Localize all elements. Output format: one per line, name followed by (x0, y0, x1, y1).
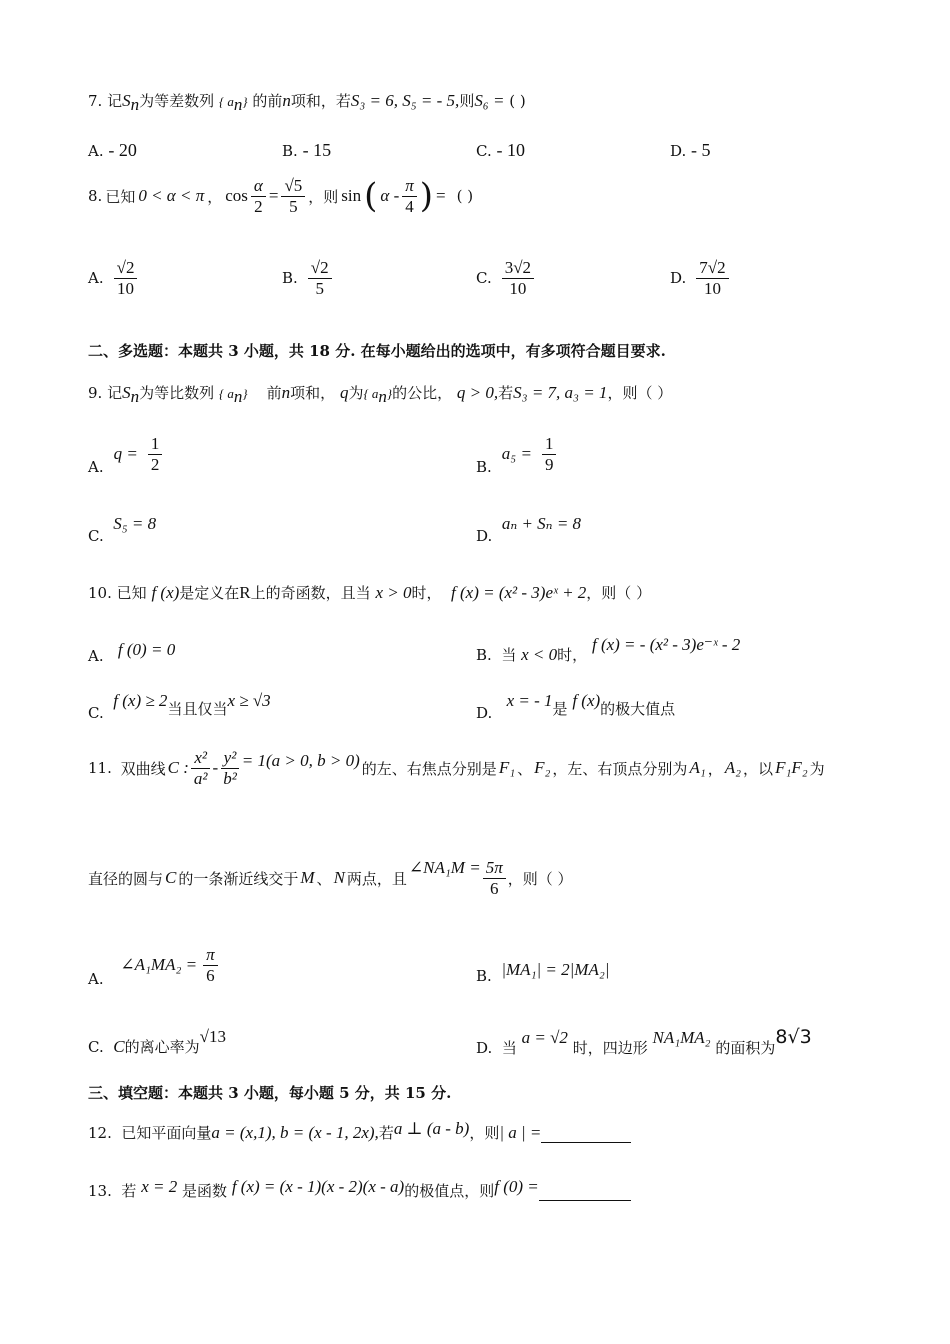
q8-option-c (476, 258, 534, 298)
q8-option-b (282, 258, 332, 298)
fraction: $\frac{√2}{5}$ (308, 258, 332, 298)
math-term: S₆ = (474, 91, 505, 110)
q9-option-d (476, 514, 582, 545)
math-condition: x > 0 (375, 583, 412, 602)
math-term: M (300, 868, 315, 888)
math-term: C (165, 868, 177, 888)
question-11 (88, 748, 825, 788)
answer-blank[interactable] (539, 1186, 631, 1201)
question-text: 已知 (105, 187, 136, 206)
option-text: 的极大值点 (600, 700, 676, 718)
fraction: $\frac{√5}{5}$ (281, 176, 305, 216)
math-term: q (339, 383, 349, 402)
question-text: ， (207, 187, 223, 206)
math-condition: x < 0 (521, 645, 558, 664)
math-condition: 0 < α < π (138, 186, 205, 206)
math-expression: a ⊥ (a - b) (393, 1119, 470, 1138)
fraction: $\frac{\pi}{6}$ (203, 945, 218, 985)
option-value: f (x) ≥ 2 (113, 691, 168, 710)
option-value: aₙ + Sₙ = 8 (501, 514, 582, 533)
math-term: - (212, 758, 219, 778)
fraction: $\frac{\pi}{4}$ (402, 176, 417, 216)
question-text: 项和， (290, 384, 336, 402)
question-text: 是定义在 (179, 584, 240, 602)
option-value: x ≥ √3 (227, 691, 271, 710)
question-text: 是函数 (182, 1182, 228, 1200)
math-term: n (281, 383, 291, 402)
math-term: f (x) (151, 583, 180, 602)
math-term: | a | = (499, 1123, 542, 1142)
option-value: - 10 (496, 140, 525, 160)
q8-option-d (670, 258, 729, 298)
option-label: C. (88, 704, 104, 722)
option-label: C. (88, 527, 104, 545)
question-text: 记 (107, 384, 123, 402)
question-10 (88, 582, 651, 603)
math-term: α - (380, 186, 400, 206)
question-8: 8. 已知 0 < α < π ， cos $\frac{\alpha}{2}$ = $\frac{√5}{5}$ ，则 sin ( α - $\frac{\pi}{4}$ ) = ( ) (88, 176, 474, 217)
question-number: 10. (88, 584, 112, 602)
math-term: ∠NA₁M = (408, 858, 481, 878)
math-term: sin (341, 186, 362, 206)
math-term: { a (218, 94, 234, 109)
option-value: - 15 (302, 140, 332, 160)
q7-option-b (282, 140, 331, 161)
q10-option-a (88, 640, 176, 665)
option-value: x = - 1 (506, 691, 553, 710)
math-term: { a (363, 386, 379, 401)
option-value: q = (113, 444, 138, 463)
math-condition: q > 0, (456, 383, 499, 402)
q9-option-c (88, 514, 157, 545)
math-term: F₂ (534, 758, 551, 778)
q10-option-c (88, 690, 271, 722)
question-text: ，则 (308, 187, 339, 206)
q7-option-c (476, 140, 525, 161)
math-condition: S₃ = 6, S₅ = - 5, (350, 91, 460, 110)
math-term: S (122, 91, 131, 110)
question-text: 若 (378, 1124, 394, 1142)
question-text: 的公比， (392, 384, 453, 402)
question-text: 已知平面向量 (121, 1124, 212, 1142)
question-text: 记 (107, 92, 123, 110)
question-text: 则 (459, 92, 475, 110)
math-condition: S₃ = 7, a₃ = 1 (513, 383, 608, 402)
question-text: 项和，若 (290, 92, 351, 110)
option-label: D. (670, 142, 687, 160)
question-number: 8. (88, 187, 103, 206)
math-term: S (122, 383, 131, 402)
question-text: 为等比数列 (139, 384, 215, 402)
q10-option-d (476, 690, 676, 722)
option-value: a = √2 (521, 1028, 568, 1047)
question-text: 双曲线 (120, 759, 166, 778)
fraction: $\frac{1}{2}$ (148, 434, 163, 474)
option-label: A. (88, 647, 104, 665)
fraction: $\frac{√2}{10}$ (114, 258, 138, 298)
option-value: f (x) = - (x² - 3)e⁻ˣ - 2 (591, 635, 741, 654)
option-value: f (0) = 0 (117, 640, 176, 659)
math-expression: a = (x,1), b = (x - 1, 2x), (211, 1123, 379, 1142)
option-label: A. (88, 142, 104, 160)
option-text: 时， (557, 646, 588, 664)
question-number: 12. (88, 1124, 112, 1142)
q7-option-d (670, 140, 711, 161)
question-text: 前 (266, 384, 282, 402)
option-value: - 20 (108, 140, 137, 160)
math-term: cos (225, 186, 248, 206)
question-text: 两点，且 (346, 869, 407, 888)
question-number: 7. (88, 92, 103, 110)
question-text: ，则（ ） (607, 384, 673, 402)
question-text: 的极值点，则 (404, 1182, 495, 1200)
math-term: = 1(a > 0, b > 0) (241, 751, 360, 771)
fraction: $\frac{1}{9}$ (542, 434, 557, 474)
question-text: 直径的圆与 (88, 869, 164, 888)
option-value: NA₁MA₂ (652, 1028, 711, 1047)
math-term: { a (218, 386, 234, 401)
question-number: 13. (88, 1182, 112, 1200)
q7-option-a (88, 140, 137, 161)
math-term: A₁ (689, 758, 706, 778)
fraction: $\frac{\alpha}{2}$ (251, 176, 266, 216)
option-label: A. (88, 458, 104, 476)
option-label: A. (88, 970, 104, 988)
question-text: 的左、右焦点分别是 (361, 759, 497, 778)
option-label: B. (476, 458, 492, 476)
math-expression: f (x) = (x - 1)(x - 2)(x - a) (231, 1177, 405, 1196)
math-term: F₁F₂ (775, 758, 808, 778)
option-label: A. (88, 269, 104, 288)
question-text: ，则（ ） (507, 869, 573, 888)
q11-option-b (476, 960, 610, 985)
question-text: ， (707, 759, 723, 778)
q11-option-a (88, 942, 218, 988)
question-text: ，则 (469, 1124, 500, 1142)
fraction: $\frac{7√2}{10}$ (696, 258, 728, 298)
option-text: 的面积为 (715, 1039, 776, 1057)
option-text: 当 (501, 646, 517, 664)
option-label: C. (476, 269, 492, 288)
option-value: ∠A₁MA₂ = (120, 955, 198, 974)
question-text: 为 (348, 384, 364, 402)
option-value: S₅ = 8 (113, 514, 157, 533)
answer-paren: ( ) (456, 187, 474, 206)
math-term: n (282, 91, 291, 110)
section-heading: 二、多选题：本题共 3 小题，共 18 分. 在每小题给出的选项中，有多项符合题目要求. (88, 342, 666, 360)
option-value: f (x) (572, 691, 601, 710)
question-text: 为等差数列 (139, 92, 215, 110)
option-value: a₅ = (501, 444, 532, 463)
option-label: B. (282, 269, 298, 288)
fraction: $\frac{\text{y²}}{\text{b²}}$ (220, 748, 240, 788)
q8-option-a (88, 258, 137, 298)
question-text: 时， (411, 584, 442, 602)
question-text: ，左、右顶点分别为 (552, 759, 688, 778)
question-7: 7. 记$S_n$为等差数列 { $a_n$} 的前n项和，若S₃ = 6, S₅ = - 5,则S₆ = ( ) (88, 91, 526, 114)
question-text: 为 (809, 759, 825, 778)
option-label: B. (476, 967, 492, 985)
option-text: 时，四边形 (572, 1039, 648, 1057)
math-expression: f (x) = (x² - 3)eˣ + 2 (451, 583, 587, 602)
option-label: B. (282, 142, 298, 160)
question-11-line-2 (88, 858, 573, 898)
question-12 (88, 1119, 631, 1143)
fraction: $\frac{5\pi}{6}$ (483, 858, 506, 898)
question-text: ，则（ ） (586, 584, 652, 602)
section-heading: 三、填空题：本题共 3 小题，每小题 5 分，共 15 分. (88, 1084, 452, 1102)
question-13 (88, 1177, 631, 1201)
math-term: A₂ (724, 758, 742, 778)
q10-option-b (476, 634, 741, 664)
option-text: 的离心率为 (124, 1038, 200, 1056)
question-text: 已知 (116, 584, 147, 602)
question-number: 9. (88, 384, 103, 402)
option-label: D. (476, 704, 493, 722)
question-text: 若 (121, 1182, 137, 1200)
question-text: 的一条渐近线交于 (178, 869, 299, 888)
question-text: 的前 (252, 92, 283, 110)
option-value: 8√3 (775, 1026, 812, 1048)
question-text: 、 (316, 869, 332, 888)
option-label: D. (476, 527, 493, 545)
math-term: R (239, 583, 251, 602)
q9-option-b (476, 432, 556, 476)
answer-paren: ( ) (509, 92, 526, 110)
fraction: $\frac{\text{x²}}{\text{a²}}$ (191, 748, 211, 788)
question-text: 、 (517, 759, 533, 778)
math-term: F₁ (498, 758, 516, 778)
option-value: |MA₁| = 2|MA₂| (501, 960, 610, 979)
q11-option-d (476, 1026, 812, 1057)
question-text: 若 (498, 384, 514, 402)
question-text: 上的奇函数，且当 (250, 584, 371, 602)
option-text: 是 (552, 700, 568, 718)
option-label: D. (670, 269, 687, 288)
math-term: = (436, 186, 446, 206)
option-label: C. (476, 142, 492, 160)
option-label: D. (476, 1039, 493, 1057)
option-label: C. (88, 1038, 104, 1056)
option-label: B. (476, 646, 492, 664)
q9-option-a (88, 432, 162, 476)
option-value: - 5 (691, 140, 711, 160)
math-term: f (0) = (494, 1177, 539, 1196)
option-text: 当 (501, 1039, 517, 1057)
option-value: √13 (199, 1027, 226, 1046)
math-term: x = 2 (141, 1177, 178, 1196)
math-term: C : (167, 758, 189, 778)
answer-blank[interactable] (541, 1128, 631, 1143)
math-term: N (333, 868, 345, 888)
question-9: 9. 记$S_n$为等比数列 { $a_n$} 前n项和， q为{ $a_n$}的公比， q > 0,若S₃ = 7, a₃ = 1，则（ ） (88, 383, 673, 406)
fraction: $\frac{3√2}{10}$ (502, 258, 534, 298)
question-number: 11. (88, 759, 112, 778)
option-text: 当且仅当 (167, 700, 228, 718)
math-term: = (268, 186, 279, 206)
math-term: C (113, 1037, 125, 1056)
question-text: ，以 (743, 759, 774, 778)
q11-option-c (88, 1026, 226, 1056)
